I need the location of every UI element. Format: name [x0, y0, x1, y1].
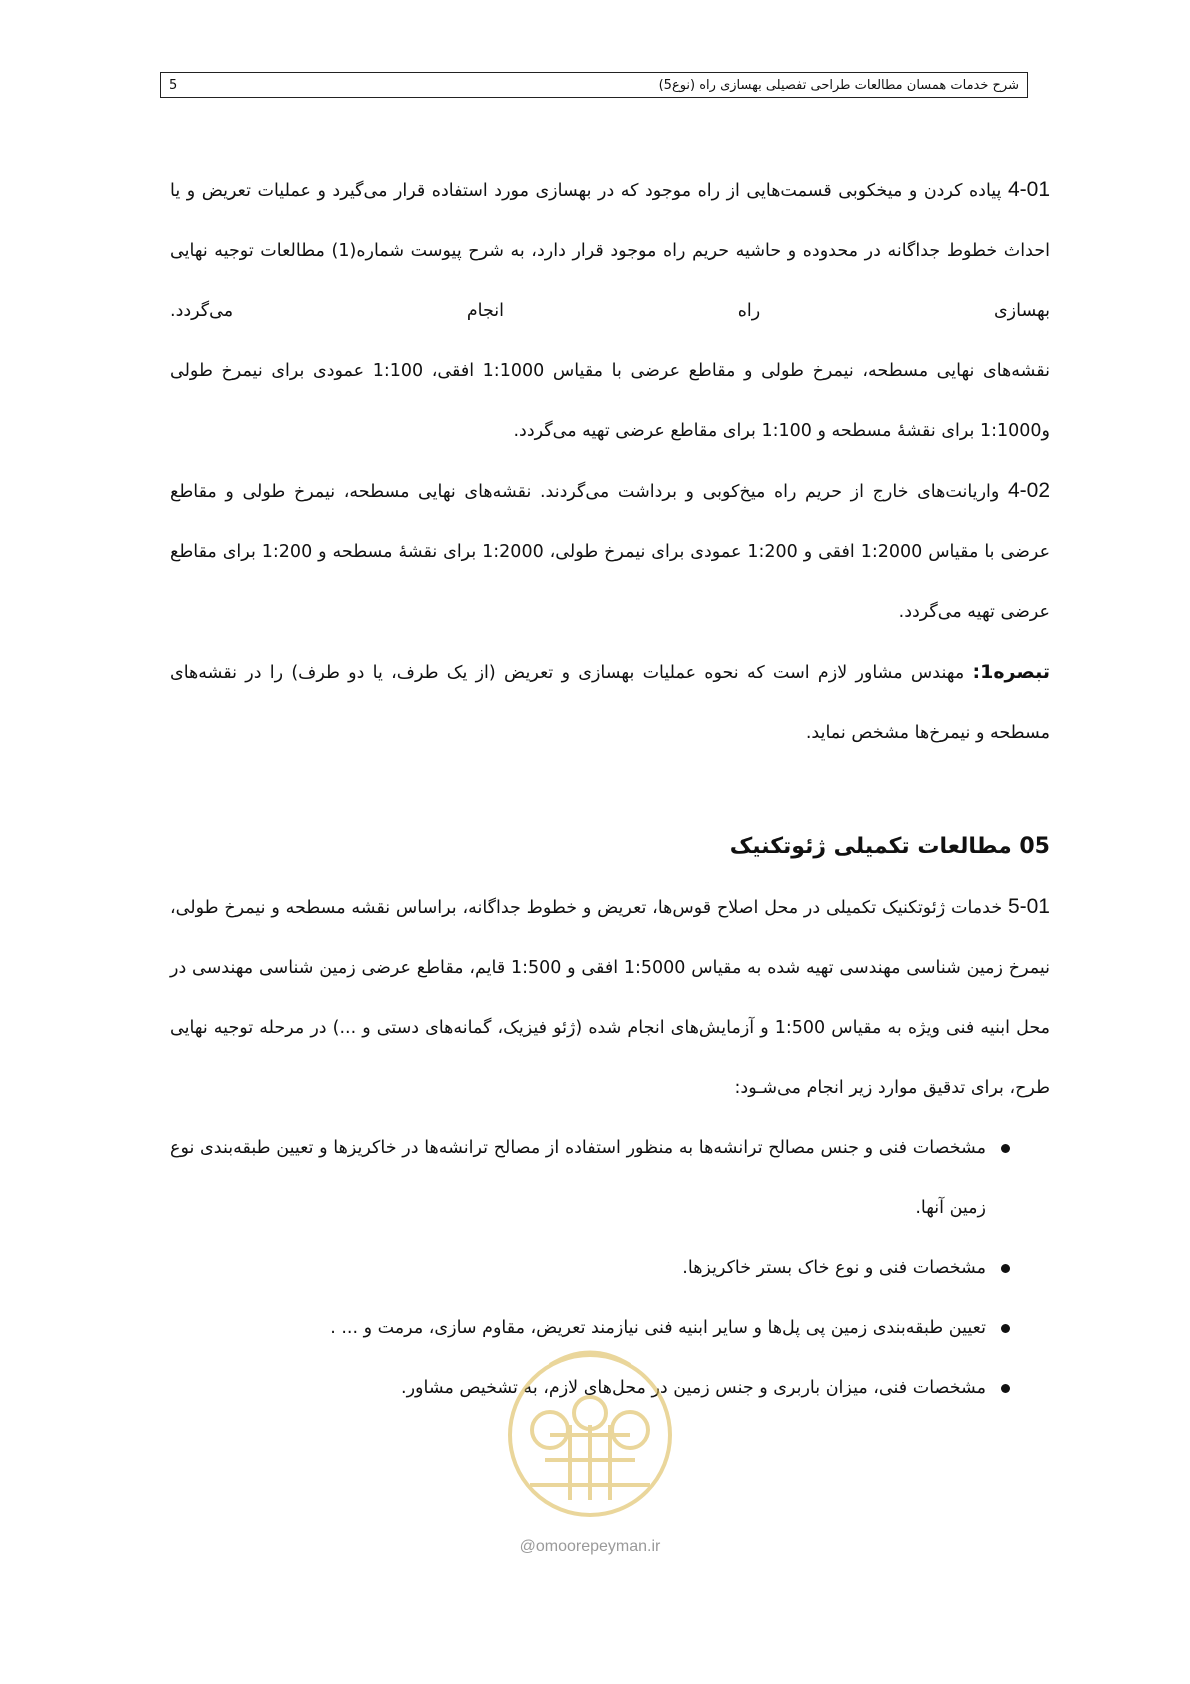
bullet-icon	[1001, 1384, 1010, 1393]
clause-number: 4-01	[1007, 178, 1050, 201]
page-header	[160, 72, 1028, 98]
note-label: تبصره1:	[972, 661, 1050, 683]
clause-number: 4-02	[1007, 479, 1050, 502]
list-item: مشخصات فنی، میزان باربری و جنس زمین در محل‌های لازم، به تشخیص مشاور.	[170, 1358, 1050, 1418]
watermark-caption: @omoorepeyman.ir	[519, 1538, 661, 1555]
document-body	[170, 160, 1050, 1418]
paragraph-text: واریانت‌های خارج از حریم راه میخ‌کوبی و برداشت می‌گردند. نقشه‌های نهایی مسطحه، نیمرخ طولی و مقاطع عرضی با مقیاس 1:2000 افقی و 1:200 عمودی برای نیمرخ طولی، 1:2000 برای نقشۀ مسطحه و 1:200 برای مقاطع عرضی تهیه می‌گردد.	[170, 482, 1051, 622]
clause-number: 5-01	[1007, 895, 1050, 918]
paragraph-4-01	[170, 160, 1050, 341]
paragraph-text: خدمات ژئوتکنیک تکمیلی در محل اصلاح قوس‌ها، تعریض و خطوط جداگانه، براساس نقشه مسطحه و نیمرخ طولی، نیمرخ زمین شناسی مهندسی تهیه شده به مقیاس 1:5000 افقی و 1:500 قایم، مقاطع عرضی زمین شناسی مهندسی در محل ابنیه فنی ویژه به مقیاس 1:500 و آزمایش‌های انجام شده (ژئو فیزیک، گمانه‌های دستی و ...) در مرحله توجیه نهایی طرح، برای تدقیق موارد زیر انجام می‌شـود:	[170, 898, 1050, 1098]
paragraph-text: نقشه‌های نهایی مسطحه، نیمرخ طولی و مقاطع عرضی با مقیاس 1:1000 افقی، 1:100 عمودی برای نیمرخ طولی و1:1000 برای نقشۀ مسطحه و 1:100 برای مقاطع عرضی تهیه می‌گردد.	[170, 361, 1050, 441]
list-item: مشخصات فنی و جنس مصالح ترانشه‌ها به منظور استفاده از مصالح ترانشه‌ها در خاکریزها و تعیین طبقه‌بندی نوع زمین آنها.	[170, 1118, 1050, 1238]
bullet-icon	[1001, 1324, 1010, 1333]
paragraph-5-01	[170, 877, 1050, 1118]
watermark-logo-icon	[490, 1335, 690, 1525]
document-title: شرح خدمات همسان مطالعات طراحی تفصیلی بهسازی راه (نوع5)	[658, 77, 1019, 93]
note-text: مهندس مشاور لازم است که نحوه عملیات بهسازی و تعریض (از یک طرف، یا دو طرف) را در نقشه‌های مسطحه و نیمرخ‌ها مشخص نماید.	[170, 663, 1050, 743]
paragraph-text: پیاده کردن و میخکوبی قسمت‌هایی از راه موجود که در بهسازی مورد استفاده قرار می‌گیرد و عملیات تعریض و یا احداث خطوط جداگانه در محدوده و حاشیه حریم راه موجود قرار دارد، به شرح پیوست شماره(1) مطالعات توجیه نهایی بهسازی راه انجام می‌گردد.	[170, 181, 1051, 321]
section-heading: 05 مطالعات تکمیلی ژئوتکنیک	[729, 834, 1050, 859]
bullet-icon	[1001, 1144, 1010, 1153]
list-item: تعیین طبقه‌بندی زمین پی پل‌ها و سایر ابنیه فنی نیازمند تعریض، مقاوم سازی، مرمت و ... .	[170, 1298, 1050, 1358]
list-item: مشخصات فنی و نوع خاک بستر خاکریزها.	[170, 1238, 1050, 1298]
note-paragraph	[170, 642, 1050, 763]
bullet-icon	[1001, 1264, 1010, 1273]
paragraph-scales-1	[170, 341, 1050, 461]
paragraph-4-02	[170, 461, 1050, 642]
page-number: 5	[169, 77, 178, 93]
